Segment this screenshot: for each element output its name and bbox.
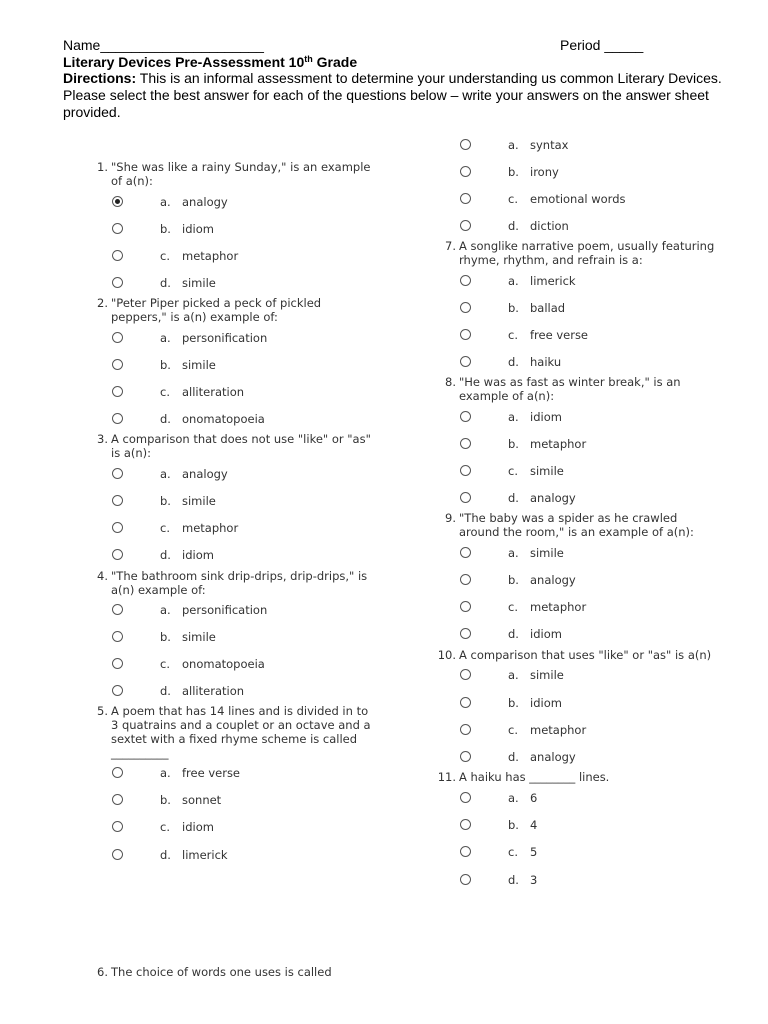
- option-letter: a.: [160, 331, 171, 345]
- option-letter: b.: [160, 358, 171, 372]
- option-label: emotional words: [530, 192, 626, 206]
- option-label: analogy: [530, 491, 576, 505]
- option-label: simile: [530, 464, 564, 478]
- option-letter: b.: [160, 793, 171, 807]
- question-text-line: around the room," is an example of a(n):: [459, 525, 694, 539]
- radio-button-icon[interactable]: [112, 604, 123, 615]
- option-letter: b.: [160, 494, 171, 508]
- radio-button-icon[interactable]: [112, 359, 123, 370]
- option-letter: a.: [160, 195, 171, 209]
- radio-button-icon[interactable]: [112, 849, 123, 860]
- option-label: metaphor: [530, 723, 587, 737]
- option-label: onomatopoeia: [182, 412, 265, 426]
- option-label: idiom: [182, 548, 214, 562]
- option-label: idiom: [530, 696, 562, 710]
- question-number: 3.: [97, 432, 108, 446]
- question-text-line: "The baby was a spider as he crawled: [459, 511, 678, 525]
- radio-button-icon[interactable]: [112, 386, 123, 397]
- radio-button-icon[interactable]: [460, 492, 471, 503]
- radio-button-icon[interactable]: [460, 166, 471, 177]
- option-letter: c.: [508, 464, 518, 478]
- question-number: 8.: [445, 375, 456, 389]
- radio-button-icon[interactable]: [460, 302, 471, 313]
- option-letter: a.: [508, 138, 519, 152]
- option-letter: c.: [508, 192, 518, 206]
- option-letter: a.: [508, 410, 519, 424]
- title-text: Literary Devices Pre-Assessment 10: [63, 54, 305, 70]
- radio-button-icon[interactable]: [460, 574, 471, 585]
- question-text-line: "The bathroom sink drip-drips, drip-drips," is: [111, 569, 368, 583]
- directions-label: Directions:: [63, 70, 137, 86]
- option-label: alliteration: [182, 385, 245, 399]
- question-text-line: A songlike narrative poem, usually featuring: [459, 239, 715, 253]
- radio-button-icon[interactable]: [460, 356, 471, 367]
- question-text-line: __________: [111, 746, 169, 760]
- option-letter: a.: [508, 546, 519, 560]
- radio-button-icon[interactable]: [112, 277, 123, 288]
- option-letter: c.: [508, 600, 518, 614]
- radio-button-icon[interactable]: [112, 495, 123, 506]
- radio-button-icon[interactable]: [112, 794, 123, 805]
- title-superscript: th: [304, 54, 313, 64]
- option-label: personification: [182, 603, 268, 617]
- question-text-line: peppers," is a(n) example of:: [111, 310, 278, 324]
- option-letter: c.: [160, 820, 170, 834]
- name-field-label: Name_____________________: [63, 37, 264, 53]
- radio-button-icon[interactable]: [460, 275, 471, 286]
- option-label: idiom: [530, 627, 562, 641]
- radio-button-icon[interactable]: [460, 438, 471, 449]
- option-label: limerick: [182, 848, 228, 862]
- option-label: simile: [530, 546, 564, 560]
- option-letter: c.: [508, 328, 518, 342]
- question-text-line: is a(n):: [111, 446, 152, 460]
- radio-button-icon[interactable]: [460, 697, 471, 708]
- question-text-line: 3 quatrains and a couplet or an octave and a: [111, 718, 371, 732]
- radio-button-icon[interactable]: [460, 628, 471, 639]
- option-label: syntax: [530, 138, 569, 152]
- option-letter: d.: [508, 355, 519, 369]
- option-label: free verse: [530, 328, 589, 342]
- question-text-line: a(n) example of:: [111, 583, 206, 597]
- radio-button-icon[interactable]: [460, 846, 471, 857]
- option-letter: d.: [160, 412, 171, 426]
- question-number: 10.: [437, 648, 456, 662]
- radio-button-icon[interactable]: [112, 522, 123, 533]
- option-letter: b.: [160, 630, 171, 644]
- option-label: simile: [182, 630, 216, 644]
- radio-button-icon[interactable]: [112, 631, 123, 642]
- question-number: 11.: [437, 770, 456, 784]
- question-text-line: "She was like a rainy Sunday," is an example: [111, 160, 371, 174]
- radio-button-icon[interactable]: [112, 223, 123, 234]
- option-label: simile: [530, 668, 564, 682]
- option-label: simile: [182, 358, 216, 372]
- option-label: analogy: [530, 750, 576, 764]
- option-letter: c.: [160, 521, 170, 535]
- option-letter: d.: [508, 219, 519, 233]
- option-letter: b.: [508, 165, 519, 179]
- period-field-label: Period _____: [560, 37, 644, 53]
- radio-button-icon[interactable]: [460, 547, 471, 558]
- option-letter: d.: [160, 276, 171, 290]
- radio-button-icon[interactable]: [112, 332, 123, 343]
- option-label: idiom: [182, 820, 214, 834]
- question-number: 2.: [97, 296, 108, 310]
- question-number: 6.: [97, 965, 108, 979]
- option-label: sonnet: [182, 793, 222, 807]
- option-label: haiku: [530, 355, 562, 369]
- question-text-line: A haiku has ________ lines.: [459, 770, 610, 784]
- option-letter: d.: [160, 684, 171, 698]
- option-label: metaphor: [182, 249, 239, 263]
- option-letter: c.: [508, 723, 518, 737]
- question-text-line: rhyme, rhythm, and refrain is a:: [459, 253, 643, 267]
- option-label: personification: [182, 331, 268, 345]
- radio-button-icon[interactable]: [112, 821, 123, 832]
- question-number: 5.: [97, 704, 108, 718]
- question-text-line: A poem that has 14 lines and is divided in to: [111, 704, 369, 718]
- option-letter: d.: [508, 873, 519, 887]
- option-letter: d.: [160, 848, 171, 862]
- directions: [63, 70, 723, 121]
- option-letter: b.: [508, 573, 519, 587]
- radio-button-icon[interactable]: [460, 874, 471, 885]
- radio-button-icon[interactable]: [112, 685, 123, 696]
- radio-button-icon[interactable]: [460, 411, 471, 422]
- option-letter: a.: [508, 668, 519, 682]
- radio-button-icon[interactable]: [112, 658, 123, 669]
- question-text-line: "He was as fast as winter break," is an: [459, 375, 681, 389]
- question-number: 4.: [97, 569, 108, 583]
- option-letter: c.: [160, 385, 170, 399]
- radio-button-icon[interactable]: [460, 193, 471, 204]
- option-label: 3: [530, 873, 538, 887]
- radio-button-icon[interactable]: [460, 724, 471, 735]
- question-text-line: "Peter Piper picked a peck of pickled: [111, 296, 322, 310]
- option-label: limerick: [530, 274, 576, 288]
- radio-button-icon[interactable]: [112, 767, 123, 778]
- option-letter: d.: [160, 548, 171, 562]
- option-letter: a.: [508, 791, 519, 805]
- question-text-line: sextet with a fixed rhyme scheme is called: [111, 732, 358, 746]
- option-letter: b.: [508, 437, 519, 451]
- option-label: analogy: [182, 467, 228, 481]
- option-label: 4: [530, 818, 538, 832]
- question-text-line: A comparison that does not use "like" or "as": [111, 432, 371, 446]
- radio-button-icon[interactable]: [112, 549, 123, 560]
- option-label: idiom: [530, 410, 562, 424]
- radio-button-icon[interactable]: [460, 329, 471, 340]
- option-label: metaphor: [182, 521, 239, 535]
- question-text-line: of a(n):: [111, 174, 153, 188]
- question-number: 1.: [97, 160, 108, 174]
- radio-button-icon[interactable]: [460, 669, 471, 680]
- question-text-line: example of a(n):: [459, 389, 555, 403]
- option-label: 6: [530, 791, 538, 805]
- radio-button-icon[interactable]: [460, 220, 471, 231]
- directions-text: This is an informal assessment to determine your understanding us common Literary Devices. Please select the best answer for each of the questions below – write your answers on the answer sheet provided.: [63, 70, 722, 120]
- radio-button-checked-icon[interactable]: [112, 196, 123, 207]
- option-label: ballad: [530, 301, 566, 315]
- radio-button-icon[interactable]: [112, 250, 123, 261]
- option-letter: c.: [160, 249, 170, 263]
- option-label: onomatopoeia: [182, 657, 265, 671]
- option-label: simile: [182, 494, 216, 508]
- option-label: idiom: [182, 222, 214, 236]
- option-label: simile: [182, 276, 216, 290]
- option-letter: b.: [160, 222, 171, 236]
- option-letter: a.: [160, 766, 171, 780]
- radio-button-icon[interactable]: [460, 819, 471, 830]
- option-letter: a.: [508, 274, 519, 288]
- option-label: 5: [530, 845, 538, 859]
- question-number: 9.: [445, 511, 456, 525]
- option-label: free verse: [182, 766, 241, 780]
- option-letter: d.: [508, 491, 519, 505]
- title-suffix: Grade: [312, 54, 358, 70]
- radio-button-icon[interactable]: [112, 413, 123, 424]
- option-label: metaphor: [530, 437, 587, 451]
- radio-button-icon[interactable]: [460, 751, 471, 762]
- option-label: diction: [530, 219, 569, 233]
- radio-button-icon[interactable]: [460, 139, 471, 150]
- radio-button-icon[interactable]: [112, 468, 123, 479]
- radio-button-icon[interactable]: [460, 601, 471, 612]
- question-number: 7.: [445, 239, 456, 253]
- option-letter: a.: [160, 467, 171, 481]
- option-letter: c.: [160, 657, 170, 671]
- radio-button-icon[interactable]: [460, 465, 471, 476]
- option-label: analogy: [182, 195, 228, 209]
- radio-button-icon[interactable]: [460, 792, 471, 803]
- option-letter: b.: [508, 696, 519, 710]
- question-text-line: The choice of words one uses is called: [111, 965, 332, 979]
- option-label: metaphor: [530, 600, 587, 614]
- option-letter: b.: [508, 301, 519, 315]
- option-label: alliteration: [182, 684, 245, 698]
- option-label: analogy: [530, 573, 576, 587]
- option-letter: d.: [508, 627, 519, 641]
- option-label: irony: [530, 165, 559, 179]
- option-letter: a.: [160, 603, 171, 617]
- page-title: [63, 54, 357, 71]
- option-letter: b.: [508, 818, 519, 832]
- option-letter: c.: [508, 845, 518, 859]
- option-letter: d.: [508, 750, 519, 764]
- question-text-line: A comparison that uses "like" or "as" is a(n): [459, 648, 712, 662]
